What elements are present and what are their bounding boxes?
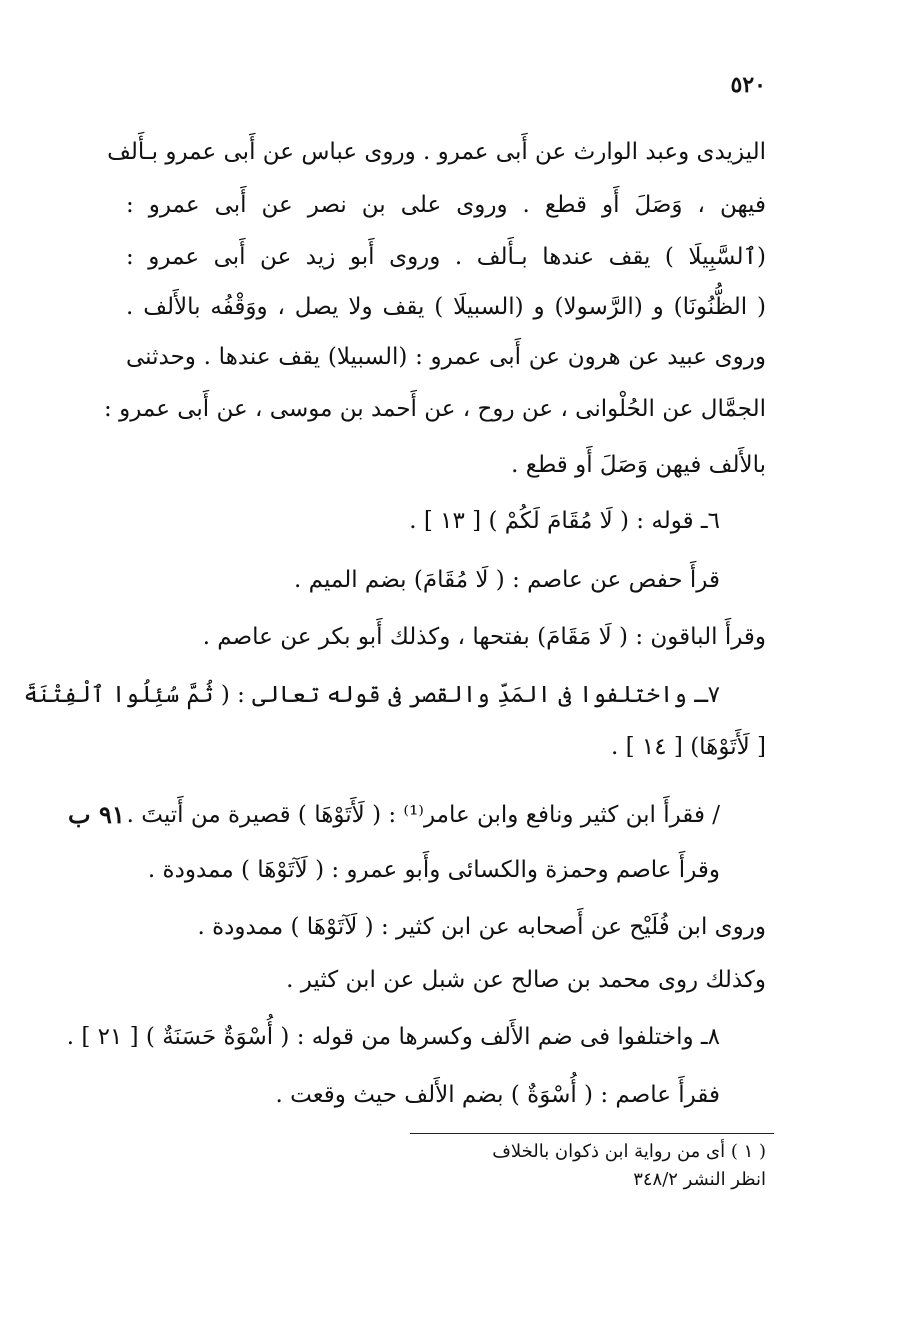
text-line: [ لَأَتَوْهَا) [ ١٤ ] . <box>610 734 766 760</box>
text-line: قرأَ حفص عن عاصم : ( لَا مُقَامَ) بضم الميم . <box>294 567 720 593</box>
text-line: ( الظُّنُونَا) و (الرَّسولا) و (السبيلَا ) يقف ولا يصل ، ووَقْفُه بالأَلف . <box>126 294 766 320</box>
page-number: ٥٢٠ <box>730 72 766 98</box>
margin-folio-note: ٩١ ب <box>68 800 125 829</box>
text-line: بالأَلف فيهن وَصَلَ أَو قطع . <box>511 452 766 478</box>
text-line: (ٱلسَّبِيلَا ) يقف عندها بـأَلف . وروى أَبو زيد عن أَبى عمرو : <box>126 244 766 270</box>
text-line: وقرأَ الباقون : ( لَا مَقَامَ) بفتحها ، وكذلك أَبو بكر عن عاصم . <box>202 624 766 650</box>
text-line: فقرأَ عاصم : ( أُسْوَةٌ ) بضم الأَلف حيث وقعت . <box>275 1082 720 1108</box>
section-heading: ٧ـ واختلفوا فى المَدِّ والقصر فى قوله تعالى : ( ثُمَّ سُئِلُوا ٱلْفِتْنَةَ <box>23 682 720 708</box>
section-heading: ٦ـ قوله : ( لَا مُقَامَ لَكُمْ ) [ ١٣ ] . <box>409 508 720 534</box>
text-line: الجمَّال عن الحُلْوانى ، عن روح ، عن أَحمد بن موسى ، عن أَبى عمرو : <box>104 396 766 422</box>
text-line: / فقرأَ ابن كثير ونافع وابن عامر⁽¹⁾ : ( لَأَتَوْهَا ) قصيرة من أَتيتَ . <box>126 802 720 828</box>
text-line: وروى عبيد عن هرون عن أَبى عمرو : (السبيلا) يقف عندها . وحدثنى <box>126 344 766 370</box>
footnote: ( ١ ) أى من رواية ابن ذكوان بالخلاف <box>492 1141 766 1162</box>
footnote-reference: انظر النشر ٣٤٨/٢ <box>633 1169 766 1190</box>
footnote-divider <box>410 1133 774 1134</box>
text-line: وقرأَ عاصم وحمزة والكسائى وأَبو عمرو : ( لَآتَوْهَا ) ممدودة . <box>147 857 720 883</box>
text-line: اليزيدى وعبد الوارث عن أَبى عمرو . وروى عباس عن أَبى عمرو بـأَلف <box>107 139 766 165</box>
text-line: وروى ابن فُلَيْح عن أَصحابه عن ابن كثير : ( لَآتَوْهَا ) ممدودة . <box>197 914 766 940</box>
text-line: وكذلك روى محمد بن صالح عن شبل عن ابن كثير . <box>286 967 766 993</box>
text-line: فيهن ، وَصَلَ أَو قطع . وروى على بن نصر عن أَبى عمرو : <box>126 192 766 218</box>
section-heading: ٨ـ واختلفوا فى ضم الأَلف وكسرها من قوله : ( أُسْوَةٌ حَسَنَةٌ ) [ ٢١ ] . <box>66 1024 720 1050</box>
